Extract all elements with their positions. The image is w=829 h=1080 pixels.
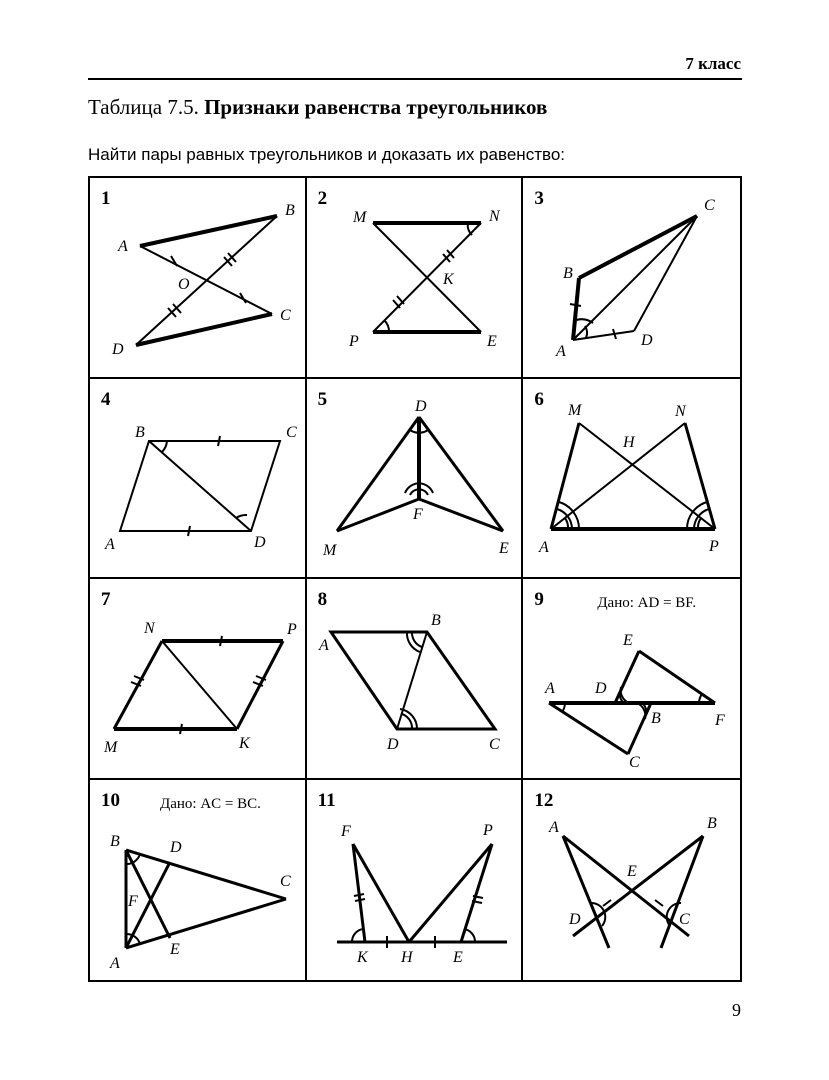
point-label: C: [488, 736, 500, 753]
figure-number: 1: [101, 188, 111, 209]
point-label: A: [318, 637, 329, 654]
page-number: 9: [732, 1000, 741, 1020]
figure-3-drawing: [523, 178, 740, 377]
figure-cell-8: [307, 579, 524, 780]
figure-10-drawing: [90, 780, 305, 981]
figure-8-drawing: [307, 579, 522, 778]
point-label: P: [482, 821, 493, 839]
point-label: P: [348, 333, 359, 350]
grade-label: 7 класс: [685, 54, 741, 73]
point-label: A: [110, 954, 120, 972]
point-label: P: [287, 621, 297, 638]
point-label: F: [128, 892, 138, 910]
point-label: E: [627, 862, 638, 880]
header-rule: [88, 78, 742, 80]
point-label: M: [322, 541, 336, 559]
point-label: K: [356, 948, 368, 966]
point-label: N: [488, 208, 500, 225]
point-label: D: [595, 680, 607, 697]
figure-number: 5: [317, 388, 328, 410]
figure-9-drawing: [523, 579, 740, 778]
figure-cell-11: [307, 780, 524, 981]
point-label: E: [623, 632, 634, 649]
point-label: N: [675, 402, 686, 420]
figure-number: 11: [317, 789, 336, 811]
point-label: D: [386, 736, 399, 753]
point-label: C: [629, 754, 640, 771]
figure-12-drawing: [523, 780, 740, 981]
point-label: H: [400, 948, 413, 966]
point-label: C: [286, 423, 297, 441]
point-label: A: [118, 238, 128, 255]
figure-cell-7: [90, 579, 307, 780]
figure-cell-4: [90, 379, 307, 580]
figure-cell-12: [523, 780, 740, 981]
point-label: A: [545, 680, 556, 697]
figure-4-drawing: [90, 379, 305, 578]
point-label: B: [285, 202, 295, 219]
point-label: N: [144, 620, 155, 637]
point-label: D: [170, 838, 182, 856]
point-label: C: [679, 910, 690, 928]
figure-cell-6: [523, 379, 740, 580]
figure-7-drawing: [90, 579, 305, 778]
point-label: K: [442, 271, 454, 288]
point-label: A: [549, 818, 560, 836]
point-label: A: [556, 343, 567, 360]
figure-number: 2: [317, 188, 328, 209]
point-label: E: [486, 333, 497, 350]
point-label: K: [239, 735, 250, 752]
figure-cell-1: [90, 178, 307, 379]
figure-cell-2: [307, 178, 524, 379]
figure-6-drawing: [523, 379, 740, 578]
point-label: B: [563, 265, 574, 282]
point-label: B: [110, 832, 120, 850]
figure-number: 7: [101, 589, 111, 610]
table-title: [88, 95, 547, 120]
figure-number: 3: [534, 188, 544, 209]
point-label: M: [568, 401, 582, 419]
point-label: B: [651, 710, 662, 727]
figure-number: 12: [534, 789, 554, 811]
point-label: C: [280, 872, 291, 890]
point-label: F: [340, 822, 351, 840]
point-label: H: [623, 433, 635, 451]
figure-number: 10: [101, 789, 120, 811]
figure-cell-5: [307, 379, 524, 580]
point-label: B: [707, 814, 718, 832]
figure-2-drawing: [307, 178, 522, 377]
given-condition: Дано: AD = BF.: [597, 595, 697, 611]
point-label: B: [135, 423, 145, 441]
figure-number: 4: [101, 388, 111, 410]
point-label: F: [715, 712, 726, 729]
point-label: M: [104, 739, 118, 756]
figures-table: [88, 176, 742, 982]
figure-number: 6: [534, 388, 544, 410]
point-label: P: [709, 537, 720, 555]
point-label: D: [414, 397, 427, 415]
point-label: B: [430, 612, 441, 629]
task-instruction: Найти пары равных треугольников и доказать их равенство:: [88, 145, 565, 164]
figure-cell-10: [90, 780, 307, 981]
point-label: D: [254, 533, 266, 551]
table-title-prefix: Таблица 7.5.: [88, 95, 205, 119]
figure-number: 9: [534, 589, 544, 610]
point-label: M: [352, 209, 366, 226]
figure-cell-9: [523, 579, 740, 780]
figure-cell-3: [523, 178, 740, 379]
given-condition: Дано: AC = BC.: [160, 795, 261, 812]
figure-1-drawing: [90, 178, 305, 377]
table-title-bold: Признаки равенства треугольников: [204, 95, 548, 119]
point-label: E: [452, 948, 463, 966]
point-label: O: [178, 276, 190, 293]
point-label: E: [498, 539, 509, 557]
figure-11-drawing: [307, 780, 522, 981]
point-label: C: [704, 197, 715, 214]
point-label: F: [412, 505, 423, 523]
point-label: D: [569, 910, 581, 928]
point-label: A: [539, 538, 550, 556]
point-label: D: [112, 341, 124, 358]
point-label: D: [641, 332, 653, 349]
point-label: E: [170, 940, 180, 958]
point-label: A: [105, 535, 115, 553]
point-label: C: [280, 307, 291, 324]
figure-5-drawing: [307, 379, 522, 578]
figure-number: 8: [317, 589, 328, 610]
